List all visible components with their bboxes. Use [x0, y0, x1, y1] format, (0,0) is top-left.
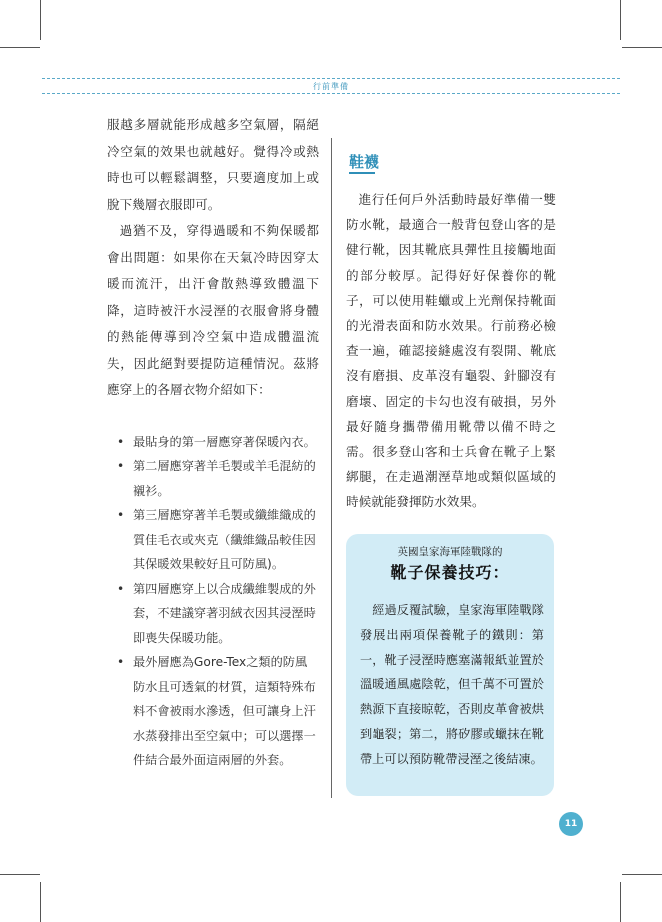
column-divider [331, 138, 332, 798]
crop-mark-bottom-left-v [40, 882, 41, 922]
tip-paragraph: 經過反覆試驗，皇家海軍陸戰隊發展出兩項保養靴子的鐵則：第一，靴子浸溼時應塞滿報紙並置於溫暖通風處陰乾，但千萬不可置於熱源下直接晾乾，否則皮革會被烘到龜裂；第二，將矽膠或蠟抹在靴帶上可以預防靴帶浸溼之後結凍。 [360, 603, 544, 766]
tip-box [346, 534, 554, 796]
tip-body [360, 598, 544, 772]
section-title-underline [349, 172, 375, 174]
right-paragraph: 進行任何戶外活動時最好準備一雙防水靴，最適合一般背包登山客的是健行靴，因其靴底具彈性且接觸地面的部分較厚。記得好好保養你的靴子，可以使用鞋蠟或上光劑保持靴面的光滑表面和防水效果。行前務必檢查一遍，確認接縫處沒有裂開、靴底沒有磨損、皮革沒有龜裂、針腳沒有磨壞、固定的卡勾也沒有破損，另外最好隨身攜帶備用靴帶以備不時之需。很多登山客和士兵會在靴子上緊綁腿，在走過潮溼草地或類似區域的時候就能發揮防水效果。 [346, 192, 556, 510]
bullet-icon: • [117, 434, 125, 449]
running-header: 行前準備 [313, 82, 349, 91]
crop-mark-bottom-right-h [622, 874, 662, 875]
section-title: 鞋襪 [349, 153, 380, 171]
header-dashed-line-top [42, 78, 620, 79]
list-item [107, 454, 319, 503]
left-paragraph-1: 服越多層就能形成越多空氣層，隔絕冷空氣的效果也就越好。覺得冷或熱時也可以輕鬆調整，只要適度加上或脫下幾層衣服即可。 [107, 117, 319, 212]
page-number-badge: 11 [559, 812, 583, 836]
header-dashed-line-bottom [42, 93, 620, 94]
list-item [107, 650, 319, 773]
list-item-text: 第二層應穿著羊毛製或羊毛混紡的襯衫。 [133, 459, 316, 498]
list-item-text: 第三層應穿著羊毛製或纖維織成的質佳毛衣或夾克（纖維織品較佳因其保暖效果較好且可防風)。 [133, 508, 316, 571]
list-item-text: 最貼身的第一層應穿著保暖內衣。 [133, 434, 316, 449]
crop-mark-top-right-h [622, 47, 662, 48]
bullet-icon: • [117, 459, 125, 473]
crop-mark-bottom-left-h [0, 874, 40, 875]
list-item-text: 第四層應穿上以合成纖維製成的外套，不建議穿著羽絨衣因其浸溼時即喪失保暖功能。 [133, 581, 316, 645]
crop-mark-top-left-v [40, 0, 41, 40]
tip-title: 靴子保養技巧： [390, 563, 510, 582]
bullet-icon: • [117, 581, 125, 596]
crop-mark-top-left-h [0, 47, 40, 48]
left-paragraph-2: 過猶不及，穿得過暖和不夠保暖都會出問題：如果你在天氣冷時因穿太暖而流汗，出汗會散熱導致體溫下降，這時被汗水浸溼的衣服會將身體的熱能傳導到冷空氣中造成體溫流失，因此絕對要提防這種情況。茲將應穿上的各層衣物介紹如下： [107, 223, 319, 397]
list-item [107, 577, 319, 651]
bullet-icon: • [117, 508, 125, 522]
right-column [346, 187, 556, 515]
left-column [107, 112, 319, 773]
tip-subtitle: 英國皇家海軍陸戰隊的 [397, 546, 503, 558]
crop-mark-top-right-v [620, 0, 621, 40]
bullet-icon: • [117, 655, 125, 669]
list-item [107, 430, 319, 455]
crop-mark-bottom-right-v [620, 882, 621, 922]
list-item [107, 503, 319, 577]
list-item-text: 最外層應為Gore-Tex之類的防風防水且可透氣的材質，這類特殊布料不會被雨水滲透，但可讓身上汗水蒸發排出至空氣中；可以選擇一件結合最外面這兩層的外套。 [133, 655, 316, 767]
